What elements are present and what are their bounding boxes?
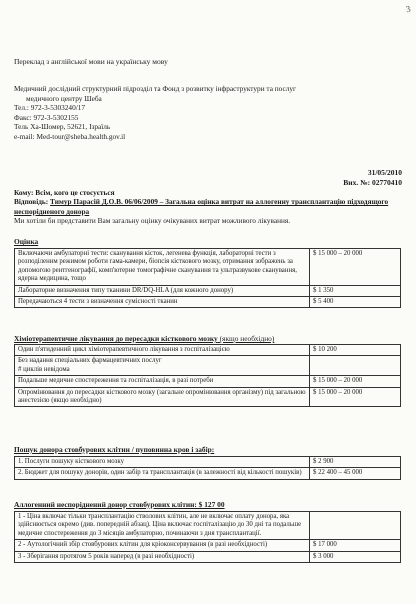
section-title-assessment: Оцінка [14, 237, 39, 246]
allogeneic-table [14, 511, 401, 563]
cost-description: Лабораторне визначення типу тканини DR/DQ-HLA (для кожного донору) [15, 285, 310, 296]
org-fax: Факс: 972-3-5302155 [14, 112, 79, 122]
table-row [15, 457, 401, 468]
chemo-title-text: Хіміотерапевтичне лікування до пересадки кісткового мозку [14, 334, 218, 343]
table-row [15, 297, 401, 308]
cost-price: $ 10 200 [310, 345, 401, 356]
cost-description: 3 - Зберігання протягом 5 років наперед (в разі необхідності) [15, 551, 310, 562]
table-row [15, 468, 401, 479]
table-row [15, 512, 401, 540]
section-title-chemo [14, 334, 274, 343]
cost-price: $ 17 000 [310, 540, 401, 551]
org-tel: Тел.: 972-3-5303240/17 [14, 103, 86, 113]
to-line: Кому: Всім, кого це стосується [14, 188, 115, 197]
cost-description: 2 - Аутологічний збір стовбурових клітин для кріоконсервування (в разі необхідності) [15, 540, 310, 551]
date-block [343, 168, 402, 188]
page-number: 3 [404, 3, 411, 15]
table-row [15, 551, 401, 562]
table-row [15, 285, 401, 296]
table-row [15, 249, 401, 286]
cost-description: Без надання спеціальних фармацевтичних послуг # циклів невідома [15, 356, 310, 376]
chemo-title-note: (якщо необхідно) [217, 334, 275, 343]
cost-description: Передачаються 4 тести з визначення сумісності тканин [15, 297, 310, 308]
cost-price: $ 2 900 [310, 457, 401, 468]
cost-description: Один п'ятиденний цикл хіміотерапевтичного лікування з госпіталізацією [15, 345, 310, 356]
assessment-table [14, 248, 401, 308]
cost-price: $ 1 350 [310, 285, 401, 296]
cost-description: 1 - Ціна включає тільки трансплантацію стволових клітин, але не включає оплату донора, яка здійснюється окремо (див. попередній абзац). Ціна включає госпіталізацію до 30 дні та подальше медичне спостереження до 3 місяців амбулаторно, починаючи з дня трансплантації. [15, 512, 310, 540]
org-name-line1: Медичний дослідний структурний підрозділ та Фонд з розвитку інфраструктури та послуг [14, 84, 297, 93]
section-title-allogeneic: Аллогенний неспоріднений донор стовбурових клітин: $ 127 00 [14, 500, 225, 509]
intro-text: Ми хотіли би представити Вам загальну оцінку очікуваних витрат можливого лікування. [14, 216, 291, 225]
table-row [15, 376, 401, 387]
cost-price: $ 15 000 – 20 000 [310, 376, 401, 387]
translation-note: Переклад з англійської мови на українську мову [14, 57, 168, 66]
table-row [15, 540, 401, 551]
table-row [15, 345, 401, 356]
table-row [15, 387, 401, 407]
cost-price: $ 15 000 – 20 000 [310, 249, 401, 286]
cost-price: $ 15 000 – 20 000 [310, 387, 401, 407]
search-table [14, 456, 401, 480]
outgoing-number: Вих. №: 02770410 [343, 177, 402, 187]
cost-price: $ 3 000 [310, 551, 401, 562]
org-email: e-mail: Med-tour@sheba.health.gov.il [14, 131, 126, 141]
addressee-block [14, 188, 406, 216]
cost-description: 2. Бюджет для пошуку донорів, один забір та трансплантація (в залежності від кількості пошуків) [15, 468, 310, 479]
table-row [15, 356, 401, 376]
cost-price [310, 512, 401, 540]
cost-price: $ 22 400 – 45 000 [310, 468, 401, 479]
cost-description: Опромінювання до пересадки кісткового мозку (загальне опромінювання організму) під загальною анестезією (якщо необхідно) [15, 387, 310, 407]
org-name-line2: медичного центру Шеба [26, 93, 102, 103]
cost-description: Включаючи амбулаторні тести: сканування кісток, легенева функція, лабораторні тести з розподіленим режимом роботи гама-камери, біопсія кісткового мозку, отримання зображень за допомогою рентгенографії, комп'ютерне томографічне сканування та ультразвукове сканування, ядерна медицина, тощо [15, 249, 310, 286]
reference-label: Відповідь: [14, 197, 49, 207]
document-date: 31/05/2010 [367, 168, 402, 177]
org-address: Тель Ха-Шомер, 52621, Ізраїль [14, 122, 111, 132]
cost-price: $ 5 400 [310, 297, 401, 308]
cost-price [310, 356, 401, 376]
reference-text: Тимур Парасій Д.О.В. 06/06/2009 – Загальна оцінка витрат на аллогенну трансплантацію підходящого неспорідненого донора [14, 197, 389, 216]
cost-description: Подальше медичне спостереження та госпіталізація, в разі потреби [15, 376, 310, 387]
organization-header [14, 84, 409, 142]
chemo-table [14, 344, 401, 407]
cost-description: 1. Послуги пошуку кісткового мозку [15, 457, 310, 468]
section-title-search: Пошук донора стовбурових клітин / пуповинна кров і забір: [14, 445, 215, 454]
